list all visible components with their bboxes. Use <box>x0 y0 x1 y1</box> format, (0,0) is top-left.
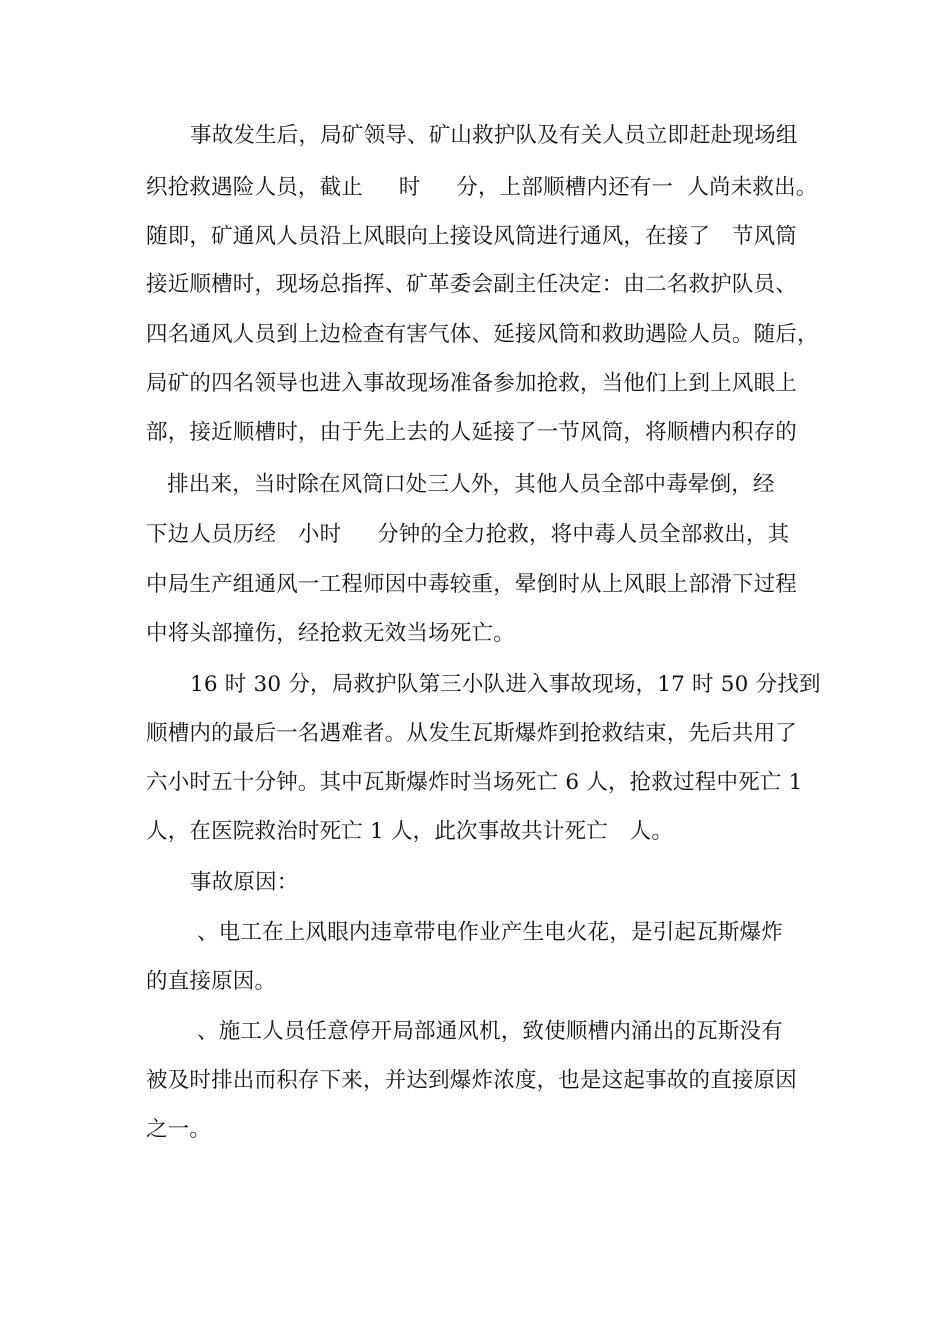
text-line: 四名通风人员到上边检查有害气体、延接风筒和救助遇险人员。随后， <box>146 322 819 347</box>
text-line: 人，在医院救治时死亡 1 人，此次事故共计死亡 人。 <box>146 819 674 844</box>
text-line: 的直接原因。 <box>146 969 277 994</box>
text-line: 中将头部撞伤，经抢救无效当场死亡。 <box>146 621 515 646</box>
text-line: 局矿的四名领导也进入事故现场准备参加抢救，当他们上到上风眼上 <box>146 371 798 396</box>
text-line: 中局生产组通风一工程师因中毒较重，晕倒时从上风眼上部滑下过程 <box>146 572 798 597</box>
text-line: 排出来，当时除在风筒口处三人外，其他人员全部中毒晕倒，经 <box>146 472 775 497</box>
text-line: 织抢救遇险人员，截止 时 分，上部顺槽内还有一 人尚未救出。 <box>146 175 818 200</box>
text-line: 、电工在上风眼内违章带电作业产生电火花，是引起瓦斯爆炸 <box>190 920 783 945</box>
text-line: 事故发生后，局矿领导、矿山救护队及有关人员立即赶赴现场组 <box>190 123 798 148</box>
text-line: 之一。 <box>146 1117 212 1142</box>
text-line: 被及时排出而积存下来，并达到爆炸浓度，也是这起事故的直接原因 <box>146 1068 798 1093</box>
text-line: 下边人员历经 小时 分钟的全力抢救，将中毒人员全部救出，其 <box>146 522 790 547</box>
text-line: 六小时五十分钟。其中瓦斯爆炸时当场死亡 6 人，抢救过程中死亡 1 <box>146 770 803 795</box>
text-line: 随即，矿通风人员沿上风眼向上接设风筒进行通风，在接了 节风筒 <box>146 224 798 249</box>
section-heading: 事故原因： <box>190 870 299 895</box>
text-line: 16 时 30 分，局救护队第三小队进入事故现场，17 时 50 分找到 <box>190 672 821 697</box>
text-line: 部，接近顺槽时，由于先上去的人延接了一节风筒，将顺槽内积存的 <box>146 420 798 445</box>
text-line: 、施工人员任意停开局部通风机，致使顺槽内涌出的瓦斯没有 <box>190 1019 783 1044</box>
text-line: 顺槽内的最后一名遇难者。从发生瓦斯爆炸到抢救结束，先后共用了 <box>146 721 798 746</box>
text-line: 接近顺槽时，现场总指挥、矿革委会副主任决定：由二名救护队员、 <box>146 272 798 297</box>
